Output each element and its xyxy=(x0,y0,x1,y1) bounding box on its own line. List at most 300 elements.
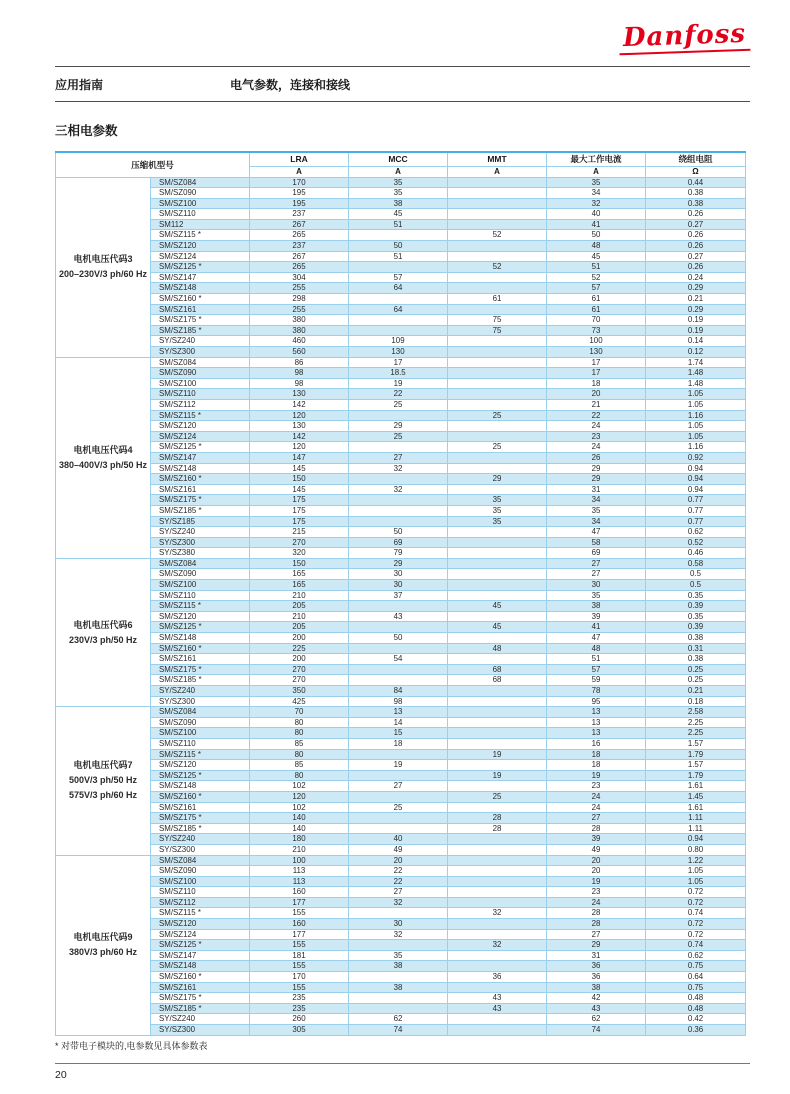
lra-cell: 270 xyxy=(250,664,349,675)
table-row xyxy=(56,919,746,930)
max-current-cell: 29 xyxy=(547,940,646,951)
mcc-cell xyxy=(349,940,448,951)
winding-resistance-cell: 1.61 xyxy=(646,802,746,813)
model-cell: SM/SZ185 * xyxy=(151,675,250,686)
mmt-cell xyxy=(448,929,547,940)
winding-resistance-cell: 0.44 xyxy=(646,177,746,188)
model-cell: SM/SZ160 * xyxy=(151,972,250,983)
model-cell: SY/SZ240 xyxy=(151,1014,250,1025)
max-current-cell: 18 xyxy=(547,378,646,389)
winding-resistance-cell: 0.77 xyxy=(646,516,746,527)
max-current-cell: 38 xyxy=(547,601,646,612)
winding-resistance-cell: 2.58 xyxy=(646,707,746,718)
winding-resistance-cell: 0.21 xyxy=(646,686,746,697)
winding-resistance-cell: 0.25 xyxy=(646,664,746,675)
mmt-cell xyxy=(448,569,547,580)
lra-cell: 210 xyxy=(250,590,349,601)
winding-resistance-cell: 0.26 xyxy=(646,209,746,220)
max-current-cell: 45 xyxy=(547,251,646,262)
winding-resistance-cell: 1.11 xyxy=(646,813,746,824)
table-row xyxy=(56,548,746,559)
mcc-cell: 32 xyxy=(349,484,448,495)
model-cell: SM/SZ124 xyxy=(151,251,250,262)
winding-resistance-cell: 0.38 xyxy=(646,654,746,665)
model-cell: SY/SZ300 xyxy=(151,347,250,358)
winding-resistance-cell: 0.5 xyxy=(646,569,746,580)
lra-cell: 380 xyxy=(250,325,349,336)
mcc-cell xyxy=(349,643,448,654)
mcc-cell: 37 xyxy=(349,590,448,601)
model-cell: SM/SZ125 * xyxy=(151,622,250,633)
table-row xyxy=(56,834,746,845)
table-row xyxy=(56,929,746,940)
mmt-cell xyxy=(448,357,547,368)
table-row xyxy=(56,484,746,495)
mcc-cell: 50 xyxy=(349,633,448,644)
mmt-cell: 48 xyxy=(448,643,547,654)
mmt-cell: 75 xyxy=(448,315,547,326)
mcc-cell xyxy=(349,442,448,453)
column-header-mmt: MMT xyxy=(448,152,547,166)
mmt-cell: 32 xyxy=(448,940,547,951)
table-row xyxy=(56,686,746,697)
lra-cell: 255 xyxy=(250,283,349,294)
max-current-cell: 51 xyxy=(547,654,646,665)
lra-cell: 195 xyxy=(250,188,349,199)
model-cell: SY/SZ240 xyxy=(151,336,250,347)
winding-resistance-cell: 0.36 xyxy=(646,1025,746,1036)
mcc-cell: 18.5 xyxy=(349,368,448,379)
max-current-cell: 20 xyxy=(547,389,646,400)
max-current-cell: 19 xyxy=(547,770,646,781)
winding-resistance-cell: 0.21 xyxy=(646,294,746,305)
table-row xyxy=(56,823,746,834)
winding-resistance-cell: 0.27 xyxy=(646,251,746,262)
lra-cell: 177 xyxy=(250,929,349,940)
mcc-cell: 15 xyxy=(349,728,448,739)
mcc-cell: 79 xyxy=(349,548,448,559)
model-cell: SM/SZ110 xyxy=(151,590,250,601)
lra-cell: 170 xyxy=(250,177,349,188)
lra-cell: 205 xyxy=(250,601,349,612)
max-current-cell: 17 xyxy=(547,368,646,379)
winding-resistance-cell: 1.22 xyxy=(646,855,746,866)
mcc-cell xyxy=(349,325,448,336)
table-row xyxy=(56,1014,746,1025)
max-current-cell: 19 xyxy=(547,876,646,887)
lra-cell: 70 xyxy=(250,707,349,718)
max-current-cell: 27 xyxy=(547,813,646,824)
lra-cell: 80 xyxy=(250,717,349,728)
unit-mmt: A xyxy=(448,166,547,177)
mcc-cell xyxy=(349,770,448,781)
mmt-cell xyxy=(448,802,547,813)
model-cell: SM/SZ090 xyxy=(151,368,250,379)
lra-cell: 142 xyxy=(250,431,349,442)
model-cell: SY/SZ380 xyxy=(151,548,250,559)
lra-cell: 175 xyxy=(250,516,349,527)
lra-cell: 145 xyxy=(250,484,349,495)
table-row xyxy=(56,643,746,654)
mmt-cell: 29 xyxy=(448,474,547,485)
max-current-cell: 61 xyxy=(547,304,646,315)
model-cell: SM/SZ185 * xyxy=(151,505,250,516)
mcc-cell: 74 xyxy=(349,1025,448,1036)
winding-resistance-cell: 0.94 xyxy=(646,474,746,485)
mcc-cell: 38 xyxy=(349,198,448,209)
mmt-cell xyxy=(448,198,547,209)
mmt-cell xyxy=(448,633,547,644)
lra-cell: 102 xyxy=(250,802,349,813)
max-current-cell: 48 xyxy=(547,241,646,252)
model-cell: SM/SZ100 xyxy=(151,728,250,739)
max-current-cell: 13 xyxy=(547,707,646,718)
table-row xyxy=(56,325,746,336)
mcc-cell: 130 xyxy=(349,347,448,358)
max-current-cell: 35 xyxy=(547,590,646,601)
model-cell: SM/SZ161 xyxy=(151,654,250,665)
winding-resistance-cell: 0.75 xyxy=(646,982,746,993)
winding-resistance-cell: 2.25 xyxy=(646,728,746,739)
mmt-cell xyxy=(448,452,547,463)
mmt-cell: 68 xyxy=(448,664,547,675)
mcc-cell: 27 xyxy=(349,452,448,463)
model-cell: SM/SZ100 xyxy=(151,198,250,209)
table-row xyxy=(56,230,746,241)
mmt-cell: 35 xyxy=(448,505,547,516)
max-current-cell: 78 xyxy=(547,686,646,697)
model-cell: SY/SZ240 xyxy=(151,834,250,845)
model-cell: SM/SZ115 * xyxy=(151,410,250,421)
table-row xyxy=(56,675,746,686)
model-cell: SM/SZ110 xyxy=(151,887,250,898)
mcc-cell: 50 xyxy=(349,527,448,538)
model-cell: SM/SZ112 xyxy=(151,897,250,908)
max-current-cell: 36 xyxy=(547,972,646,983)
lra-cell: 304 xyxy=(250,272,349,283)
mcc-cell: 35 xyxy=(349,950,448,961)
winding-resistance-cell: 0.72 xyxy=(646,929,746,940)
lra-cell: 460 xyxy=(250,336,349,347)
table-row xyxy=(56,505,746,516)
model-cell: SM/SZ100 xyxy=(151,378,250,389)
model-cell: SM/SZ147 xyxy=(151,272,250,283)
model-cell: SM/SZ147 xyxy=(151,950,250,961)
model-cell: SY/SZ300 xyxy=(151,1025,250,1036)
table-row xyxy=(56,431,746,442)
table-row xyxy=(56,474,746,485)
mcc-cell xyxy=(349,972,448,983)
lra-cell: 180 xyxy=(250,834,349,845)
model-cell: SM/SZ160 * xyxy=(151,643,250,654)
table-row xyxy=(56,357,746,368)
model-cell: SM/SZ161 xyxy=(151,484,250,495)
model-cell: SY/SZ300 xyxy=(151,844,250,855)
danfoss-logo: Danfoss xyxy=(618,21,750,56)
mmt-cell xyxy=(448,1025,547,1036)
lra-cell: 237 xyxy=(250,241,349,252)
lra-cell: 142 xyxy=(250,399,349,410)
model-cell: SM/SZ120 xyxy=(151,241,250,252)
max-current-cell: 30 xyxy=(547,580,646,591)
column-header-winding-resistance: 绕组电阻 xyxy=(646,152,746,166)
model-cell: SM/SZ160 * xyxy=(151,791,250,802)
table-row xyxy=(56,283,746,294)
table-row xyxy=(56,897,746,908)
winding-resistance-cell: 0.72 xyxy=(646,919,746,930)
mcc-cell: 64 xyxy=(349,283,448,294)
max-current-cell: 70 xyxy=(547,315,646,326)
mcc-cell: 22 xyxy=(349,866,448,877)
mcc-cell: 51 xyxy=(349,219,448,230)
winding-resistance-cell: 0.94 xyxy=(646,484,746,495)
model-cell: SM/SZ124 xyxy=(151,431,250,442)
table-row xyxy=(56,241,746,252)
mmt-cell xyxy=(448,919,547,930)
mmt-cell: 28 xyxy=(448,813,547,824)
winding-resistance-cell: 0.72 xyxy=(646,887,746,898)
mmt-cell xyxy=(448,590,547,601)
mcc-cell xyxy=(349,749,448,760)
mcc-cell xyxy=(349,622,448,633)
model-cell: SM/SZ110 xyxy=(151,209,250,220)
lra-cell: 155 xyxy=(250,940,349,951)
max-current-cell: 61 xyxy=(547,294,646,305)
mcc-cell: 17 xyxy=(349,357,448,368)
mcc-cell: 35 xyxy=(349,177,448,188)
model-cell: SM/SZ120 xyxy=(151,421,250,432)
unit-lra: A xyxy=(250,166,349,177)
lra-cell: 205 xyxy=(250,622,349,633)
mcc-cell: 69 xyxy=(349,537,448,548)
voltage-group-label: 电机电压代码7 500V/3 ph/50 Hz 575V/3 ph/60 Hz xyxy=(56,707,151,855)
winding-resistance-cell: 0.12 xyxy=(646,347,746,358)
mcc-cell xyxy=(349,813,448,824)
mmt-cell xyxy=(448,950,547,961)
table-row xyxy=(56,558,746,569)
winding-resistance-cell: 0.19 xyxy=(646,315,746,326)
max-current-cell: 22 xyxy=(547,410,646,421)
model-cell: SM/SZ120 xyxy=(151,919,250,930)
max-current-cell: 35 xyxy=(547,505,646,516)
lra-cell: 113 xyxy=(250,866,349,877)
winding-resistance-cell: 0.52 xyxy=(646,537,746,548)
mmt-cell xyxy=(448,484,547,495)
mmt-cell: 61 xyxy=(448,294,547,305)
winding-resistance-cell: 1.05 xyxy=(646,421,746,432)
winding-resistance-cell: 1.48 xyxy=(646,378,746,389)
lra-cell: 130 xyxy=(250,421,349,432)
mmt-cell xyxy=(448,1014,547,1025)
model-cell: SM/SZ161 xyxy=(151,802,250,813)
table-row xyxy=(56,982,746,993)
winding-resistance-cell: 1.16 xyxy=(646,442,746,453)
column-header-model: 压缩机型号 xyxy=(56,152,250,177)
mcc-cell: 14 xyxy=(349,717,448,728)
mmt-cell xyxy=(448,347,547,358)
mcc-cell: 45 xyxy=(349,209,448,220)
model-cell: SM112 xyxy=(151,219,250,230)
column-header-mcc: MCC xyxy=(349,152,448,166)
mcc-cell: 25 xyxy=(349,399,448,410)
lra-cell: 120 xyxy=(250,442,349,453)
lra-cell: 165 xyxy=(250,569,349,580)
mcc-cell: 25 xyxy=(349,431,448,442)
max-current-cell: 27 xyxy=(547,558,646,569)
mmt-cell xyxy=(448,548,547,559)
mmt-cell: 25 xyxy=(448,442,547,453)
mcc-cell: 57 xyxy=(349,272,448,283)
lra-cell: 80 xyxy=(250,728,349,739)
lra-cell: 175 xyxy=(250,495,349,506)
mmt-cell: 45 xyxy=(448,601,547,612)
table-row xyxy=(56,198,746,209)
mmt-cell: 19 xyxy=(448,770,547,781)
mmt-cell: 19 xyxy=(448,749,547,760)
max-current-cell: 27 xyxy=(547,569,646,580)
mcc-cell: 50 xyxy=(349,241,448,252)
model-cell: SM/SZ112 xyxy=(151,399,250,410)
max-current-cell: 50 xyxy=(547,230,646,241)
lra-cell: 140 xyxy=(250,823,349,834)
table-row xyxy=(56,537,746,548)
mmt-cell xyxy=(448,728,547,739)
max-current-cell: 59 xyxy=(547,675,646,686)
model-cell: SM/SZ148 xyxy=(151,633,250,644)
lra-cell: 100 xyxy=(250,855,349,866)
max-current-cell: 57 xyxy=(547,664,646,675)
table-row xyxy=(56,855,746,866)
table-row xyxy=(56,993,746,1004)
max-current-cell: 130 xyxy=(547,347,646,358)
winding-resistance-cell: 1.05 xyxy=(646,389,746,400)
winding-resistance-cell: 0.27 xyxy=(646,219,746,230)
table-row xyxy=(56,908,746,919)
winding-resistance-cell: 0.75 xyxy=(646,961,746,972)
mcc-cell: 29 xyxy=(349,558,448,569)
model-cell: SM/SZ124 xyxy=(151,929,250,940)
mmt-cell xyxy=(448,527,547,538)
lra-cell: 102 xyxy=(250,781,349,792)
winding-resistance-cell: 2.25 xyxy=(646,717,746,728)
mmt-cell xyxy=(448,537,547,548)
winding-resistance-cell: 0.77 xyxy=(646,495,746,506)
winding-resistance-cell: 0.39 xyxy=(646,601,746,612)
mmt-cell: 45 xyxy=(448,622,547,633)
max-current-cell: 43 xyxy=(547,1003,646,1014)
winding-resistance-cell: 1.61 xyxy=(646,781,746,792)
table-row xyxy=(56,304,746,315)
mmt-cell xyxy=(448,696,547,707)
model-cell: SM/SZ125 * xyxy=(151,262,250,273)
max-current-cell: 100 xyxy=(547,336,646,347)
table-row xyxy=(56,452,746,463)
winding-resistance-cell: 0.35 xyxy=(646,590,746,601)
max-current-cell: 41 xyxy=(547,622,646,633)
model-cell: SM/SZ175 * xyxy=(151,664,250,675)
mcc-cell xyxy=(349,315,448,326)
max-current-cell: 52 xyxy=(547,272,646,283)
table-row xyxy=(56,177,746,188)
max-current-cell: 18 xyxy=(547,760,646,771)
lra-cell: 160 xyxy=(250,887,349,898)
winding-resistance-cell: 0.64 xyxy=(646,972,746,983)
table-row xyxy=(56,272,746,283)
mmt-cell xyxy=(448,654,547,665)
model-cell: SM/SZ160 * xyxy=(151,474,250,485)
max-current-cell: 74 xyxy=(547,1025,646,1036)
mmt-cell xyxy=(448,844,547,855)
lra-cell: 85 xyxy=(250,738,349,749)
winding-resistance-cell: 0.94 xyxy=(646,834,746,845)
mcc-cell xyxy=(349,1003,448,1014)
model-cell: SM/SZ147 xyxy=(151,452,250,463)
table-row xyxy=(56,262,746,273)
mmt-cell xyxy=(448,378,547,389)
mcc-cell: 30 xyxy=(349,569,448,580)
model-cell: SM/SZ148 xyxy=(151,781,250,792)
max-current-cell: 42 xyxy=(547,993,646,1004)
mmt-cell xyxy=(448,368,547,379)
max-current-cell: 16 xyxy=(547,738,646,749)
max-current-cell: 36 xyxy=(547,961,646,972)
model-cell: SM/SZ185 * xyxy=(151,823,250,834)
lra-cell: 380 xyxy=(250,315,349,326)
model-cell: SM/SZ084 xyxy=(151,558,250,569)
mmt-cell xyxy=(448,251,547,262)
mmt-cell xyxy=(448,177,547,188)
mmt-cell xyxy=(448,219,547,230)
lra-cell: 150 xyxy=(250,474,349,485)
lra-cell: 155 xyxy=(250,961,349,972)
max-current-cell: 62 xyxy=(547,1014,646,1025)
max-current-cell: 95 xyxy=(547,696,646,707)
lra-cell: 560 xyxy=(250,347,349,358)
model-cell: SM/SZ148 xyxy=(151,961,250,972)
column-header-max-current: 最大工作电流 xyxy=(547,152,646,166)
table-row xyxy=(56,633,746,644)
mcc-cell: 84 xyxy=(349,686,448,697)
max-current-cell: 57 xyxy=(547,283,646,294)
mmt-cell xyxy=(448,717,547,728)
mcc-cell: 40 xyxy=(349,834,448,845)
voltage-group-label: 电机电压代码9 380V/3 ph/60 Hz xyxy=(56,855,151,1035)
section-title: 三相电参数 xyxy=(55,124,118,138)
mmt-cell xyxy=(448,866,547,877)
lra-cell: 98 xyxy=(250,368,349,379)
max-current-cell: 17 xyxy=(547,357,646,368)
mcc-cell xyxy=(349,410,448,421)
lra-cell: 160 xyxy=(250,919,349,930)
mmt-cell: 68 xyxy=(448,675,547,686)
lra-cell: 210 xyxy=(250,844,349,855)
mmt-cell xyxy=(448,463,547,474)
max-current-cell: 24 xyxy=(547,802,646,813)
lra-cell: 80 xyxy=(250,770,349,781)
lra-cell: 270 xyxy=(250,537,349,548)
lra-cell: 195 xyxy=(250,198,349,209)
lra-cell: 270 xyxy=(250,675,349,686)
mmt-cell: 35 xyxy=(448,495,547,506)
mcc-cell: 43 xyxy=(349,611,448,622)
model-cell: SM/SZ100 xyxy=(151,876,250,887)
winding-resistance-cell: 0.38 xyxy=(646,633,746,644)
model-cell: SM/SZ175 * xyxy=(151,315,250,326)
max-current-cell: 13 xyxy=(547,728,646,739)
mmt-cell: 43 xyxy=(448,1003,547,1014)
mmt-cell: 52 xyxy=(448,230,547,241)
model-cell: SM/SZ115 * xyxy=(151,601,250,612)
